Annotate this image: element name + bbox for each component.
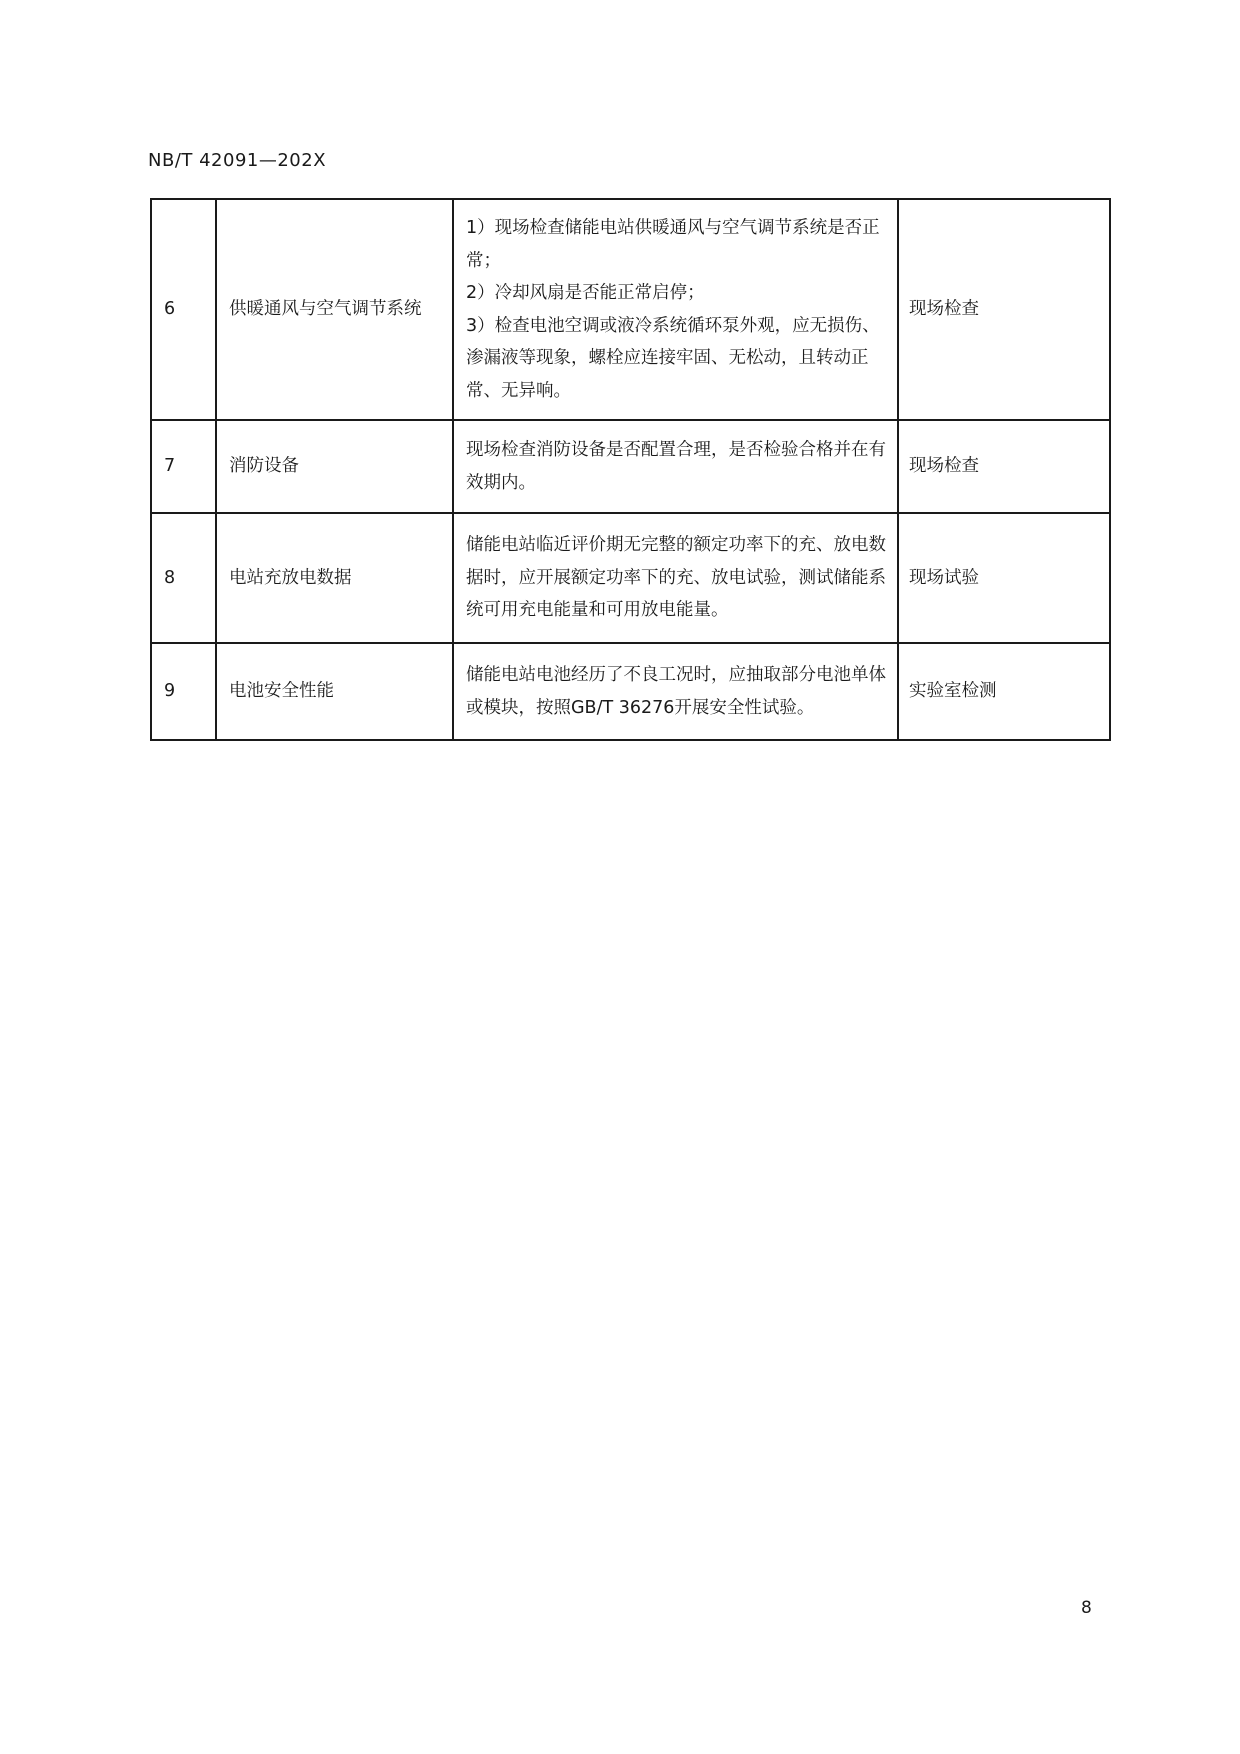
- content-line: 现场检查消防设备是否配置合理，是否检验合格并在有效期内。: [466, 440, 886, 493]
- content-line: 2）冷却风扇是否能正常启停；: [466, 283, 705, 303]
- content-line: 1）现场检查储能电站供暖通风与空气调节系统是否正常；: [466, 218, 880, 271]
- row-content: [453, 513, 898, 643]
- row-item: 电站充放电数据: [216, 513, 453, 643]
- row-method: 现场检查: [898, 420, 1110, 513]
- content-line: 3）检查电池空调或液冷系统循环泵外观，应无损伤、渗漏液等现象，螺栓应连接牢固、无松动，且转动正常、无异响。: [466, 315, 880, 401]
- row-number: 8: [151, 513, 216, 643]
- page-number: 8: [1081, 1598, 1092, 1618]
- row-method: 现场检查: [898, 199, 1110, 420]
- row-number: 7: [151, 420, 216, 513]
- row-content: [453, 420, 898, 513]
- table-row: [151, 643, 1110, 740]
- row-item: 消防设备: [216, 420, 453, 513]
- row-content: [453, 199, 898, 420]
- content-line: 储能电站电池经历了不良工况时，应抽取部分电池单体或模块，按照GB/T 36276开展安全性试验。: [466, 665, 886, 718]
- row-item: 供暖通风与空气调节系统: [216, 199, 453, 420]
- row-method: 现场试验: [898, 513, 1110, 643]
- row-item: 电池安全性能: [216, 643, 453, 740]
- content-line: 储能电站临近评价期无完整的额定功率下的充、放电数据时，应开展额定功率下的充、放电试验，测试储能系统可用充电能量和可用放电能量。: [466, 535, 886, 621]
- row-number: 9: [151, 643, 216, 740]
- table-row: [151, 513, 1110, 643]
- row-content: [453, 643, 898, 740]
- table-row: [151, 420, 1110, 513]
- inspection-table: [150, 198, 1111, 741]
- standard-code-header: NB/T 42091—202X: [148, 150, 327, 171]
- row-number: 6: [151, 199, 216, 420]
- row-method: 实验室检测: [898, 643, 1110, 740]
- table-row: [151, 199, 1110, 420]
